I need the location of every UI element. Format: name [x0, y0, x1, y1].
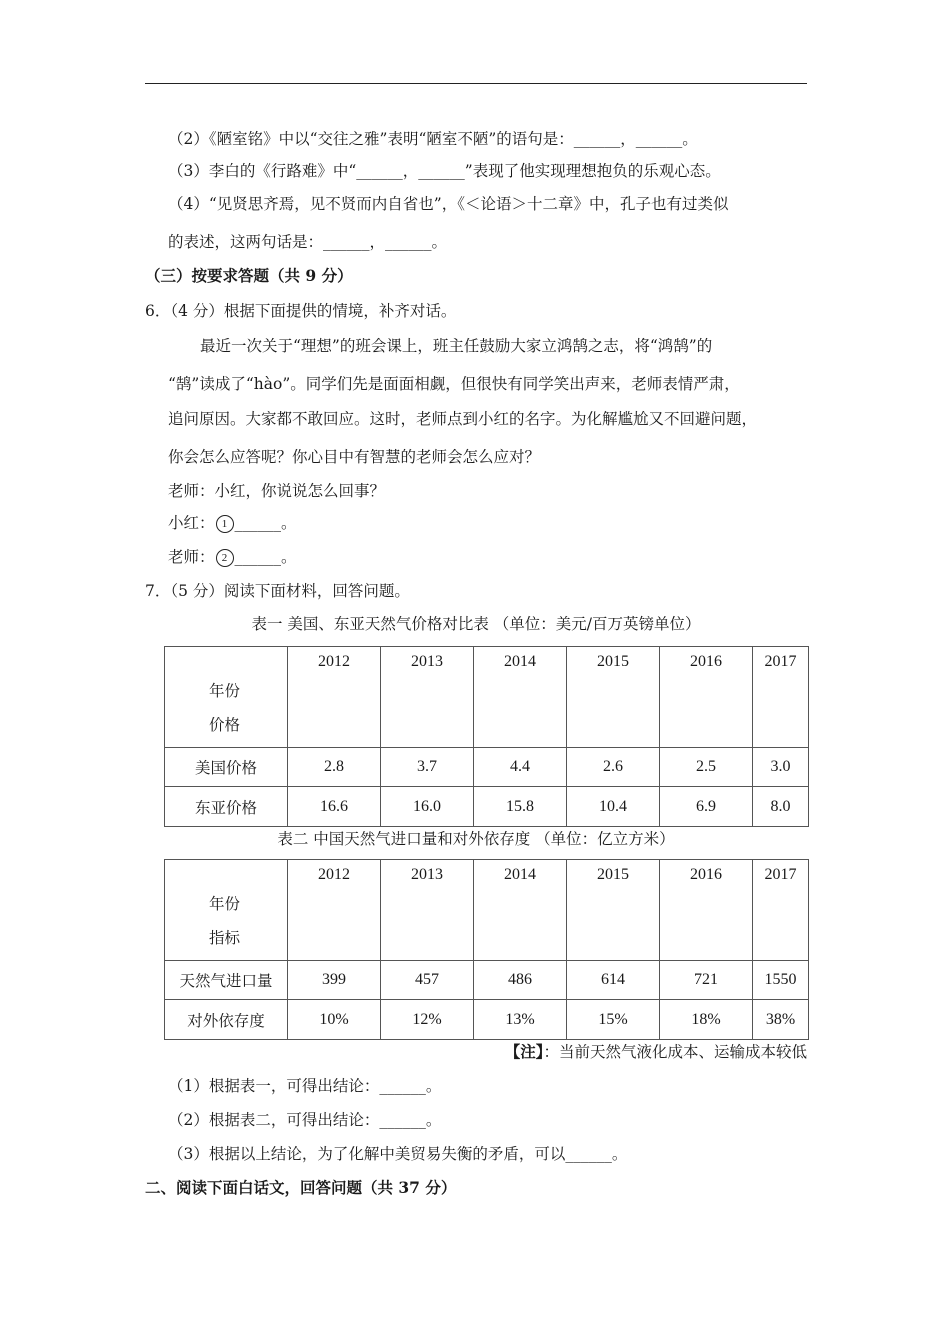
table-row — [165, 748, 809, 787]
year-cell: 2016 — [660, 860, 753, 961]
value-cell: 10% — [288, 1000, 381, 1040]
value-cell: 8.0 — [753, 787, 809, 827]
header-indicator-label: 指标 — [209, 929, 241, 947]
q7-sub-1: （1）根据表一，可得出结论：______。 — [168, 1077, 442, 1095]
answer-blank-2: ______。 — [234, 548, 297, 566]
year-cell: 2016 — [660, 647, 753, 748]
q6-stem: 6．（4 分）根据下面提供的情境，补齐对话。 — [145, 302, 457, 320]
q7-sub-3: （3）根据以上结论，为了化解中美贸易失衡的矛盾，可以______。 — [168, 1145, 628, 1163]
dialog-teacher-1: 老师：小红，你说说怎么回事？ — [168, 482, 386, 500]
q6-para-line1: 最近一次关于“理想”的班会课上，班主任鼓励大家立鸿鹄之志，将“鸿鹄”的 — [200, 337, 713, 355]
year-cell: 2013 — [381, 647, 474, 748]
table-row — [165, 961, 809, 1000]
table1-header-corner — [165, 647, 288, 748]
note-text: ：当前天然气液化成本、运输成本较低 — [543, 1043, 807, 1061]
value-cell: 2.6 — [567, 748, 660, 787]
value-cell: 486 — [474, 961, 567, 1000]
year-cell: 2014 — [474, 860, 567, 961]
table1-header-row — [165, 647, 809, 748]
value-cell: 38% — [753, 1000, 809, 1040]
header-year-label: 年份 — [209, 682, 241, 700]
section3-heading: （三）按要求答题（共 9 分） — [145, 266, 353, 285]
q6-para-line3: 追问原因。大家都不敢回应。这时，老师点到小红的名字。为化解尴尬又不回避问题， — [168, 410, 758, 428]
value-cell: 6.9 — [660, 787, 753, 827]
dialog-teacher-2 — [168, 547, 297, 567]
table1-caption: 表一 美国、东亚天然气价格对比表 （单位：美元/百万英镑单位） — [251, 615, 701, 633]
row-label: 天然气进口量 — [165, 961, 288, 1000]
table2-header-row — [165, 860, 809, 961]
q5-item-4-line2: 的表述，这两句话是：______，______。 — [168, 233, 448, 251]
value-cell: 13% — [474, 1000, 567, 1040]
value-cell: 1550 — [753, 961, 809, 1000]
q5-item-2: （2）《陋室铭》中以“交往之雅”表明“陋室不陋”的语句是：______，______。 — [168, 130, 698, 148]
row-label: 东亚价格 — [165, 787, 288, 827]
table1-gas-price — [164, 646, 809, 827]
table2-gas-import — [164, 859, 809, 1040]
header-rule — [145, 83, 807, 84]
q6-para-line2: “鹄”读成了“hào”。同学们先是面面相觑，但很快有同学笑出声来，老师表情严肃， — [168, 375, 740, 393]
value-cell: 4.4 — [474, 748, 567, 787]
value-cell: 12% — [381, 1000, 474, 1040]
value-cell: 457 — [381, 961, 474, 1000]
value-cell: 16.0 — [381, 787, 474, 827]
speaker-label: 老师： — [168, 548, 215, 566]
part2-heading: 二、阅读下面白话文，回答问题（共 37 分） — [145, 1178, 457, 1197]
year-cell: 2013 — [381, 860, 474, 961]
q6-para-line4: 你会怎么应答呢？你心目中有智慧的老师会怎么应对？ — [168, 448, 541, 466]
speaker-label: 小红： — [168, 514, 215, 532]
table-note — [505, 1042, 807, 1062]
value-cell: 2.5 — [660, 748, 753, 787]
circled-number-1: 1 — [216, 515, 234, 533]
dialog-xiaohong — [168, 513, 297, 533]
value-cell: 3.7 — [381, 748, 474, 787]
year-cell: 2015 — [567, 647, 660, 748]
year-cell: 2015 — [567, 860, 660, 961]
value-cell: 18% — [660, 1000, 753, 1040]
value-cell: 721 — [660, 961, 753, 1000]
value-cell: 3.0 — [753, 748, 809, 787]
q7-stem: 7．（5 分）阅读下面材料，回答问题。 — [145, 582, 410, 600]
value-cell: 2.8 — [288, 748, 381, 787]
table-row — [165, 1000, 809, 1040]
year-cell: 2017 — [753, 860, 809, 961]
q7-sub-2: （2）根据表二，可得出结论：______。 — [168, 1111, 442, 1129]
year-cell: 2012 — [288, 860, 381, 961]
header-year-label: 年份 — [209, 895, 241, 913]
table-row — [165, 787, 809, 827]
note-label: 【注】 — [504, 1042, 544, 1061]
answer-blank-1: ______。 — [234, 514, 297, 532]
q5-item-4-line1: （4）“见贤思齐焉，见不贤而内自省也”，《＜论语＞十二章》中，孔子也有过类似 — [168, 195, 729, 213]
row-label: 对外依存度 — [165, 1000, 288, 1040]
year-cell: 2014 — [474, 647, 567, 748]
value-cell: 15.8 — [474, 787, 567, 827]
table2-header-corner — [165, 860, 288, 961]
value-cell: 10.4 — [567, 787, 660, 827]
year-cell: 2017 — [753, 647, 809, 748]
q5-item-3: （3）李白的《行路难》中“______，______”表现了他实现理想抱负的乐观心态。 — [168, 162, 721, 180]
row-label: 美国价格 — [165, 748, 288, 787]
header-price-label: 价格 — [209, 716, 241, 734]
value-cell: 15% — [567, 1000, 660, 1040]
value-cell: 399 — [288, 961, 381, 1000]
circled-number-2: 2 — [216, 549, 234, 567]
value-cell: 614 — [567, 961, 660, 1000]
value-cell: 16.6 — [288, 787, 381, 827]
table2-caption: 表二 中国天然气进口量和对外依存度 （单位：亿立方米） — [277, 830, 675, 848]
year-cell: 2012 — [288, 647, 381, 748]
